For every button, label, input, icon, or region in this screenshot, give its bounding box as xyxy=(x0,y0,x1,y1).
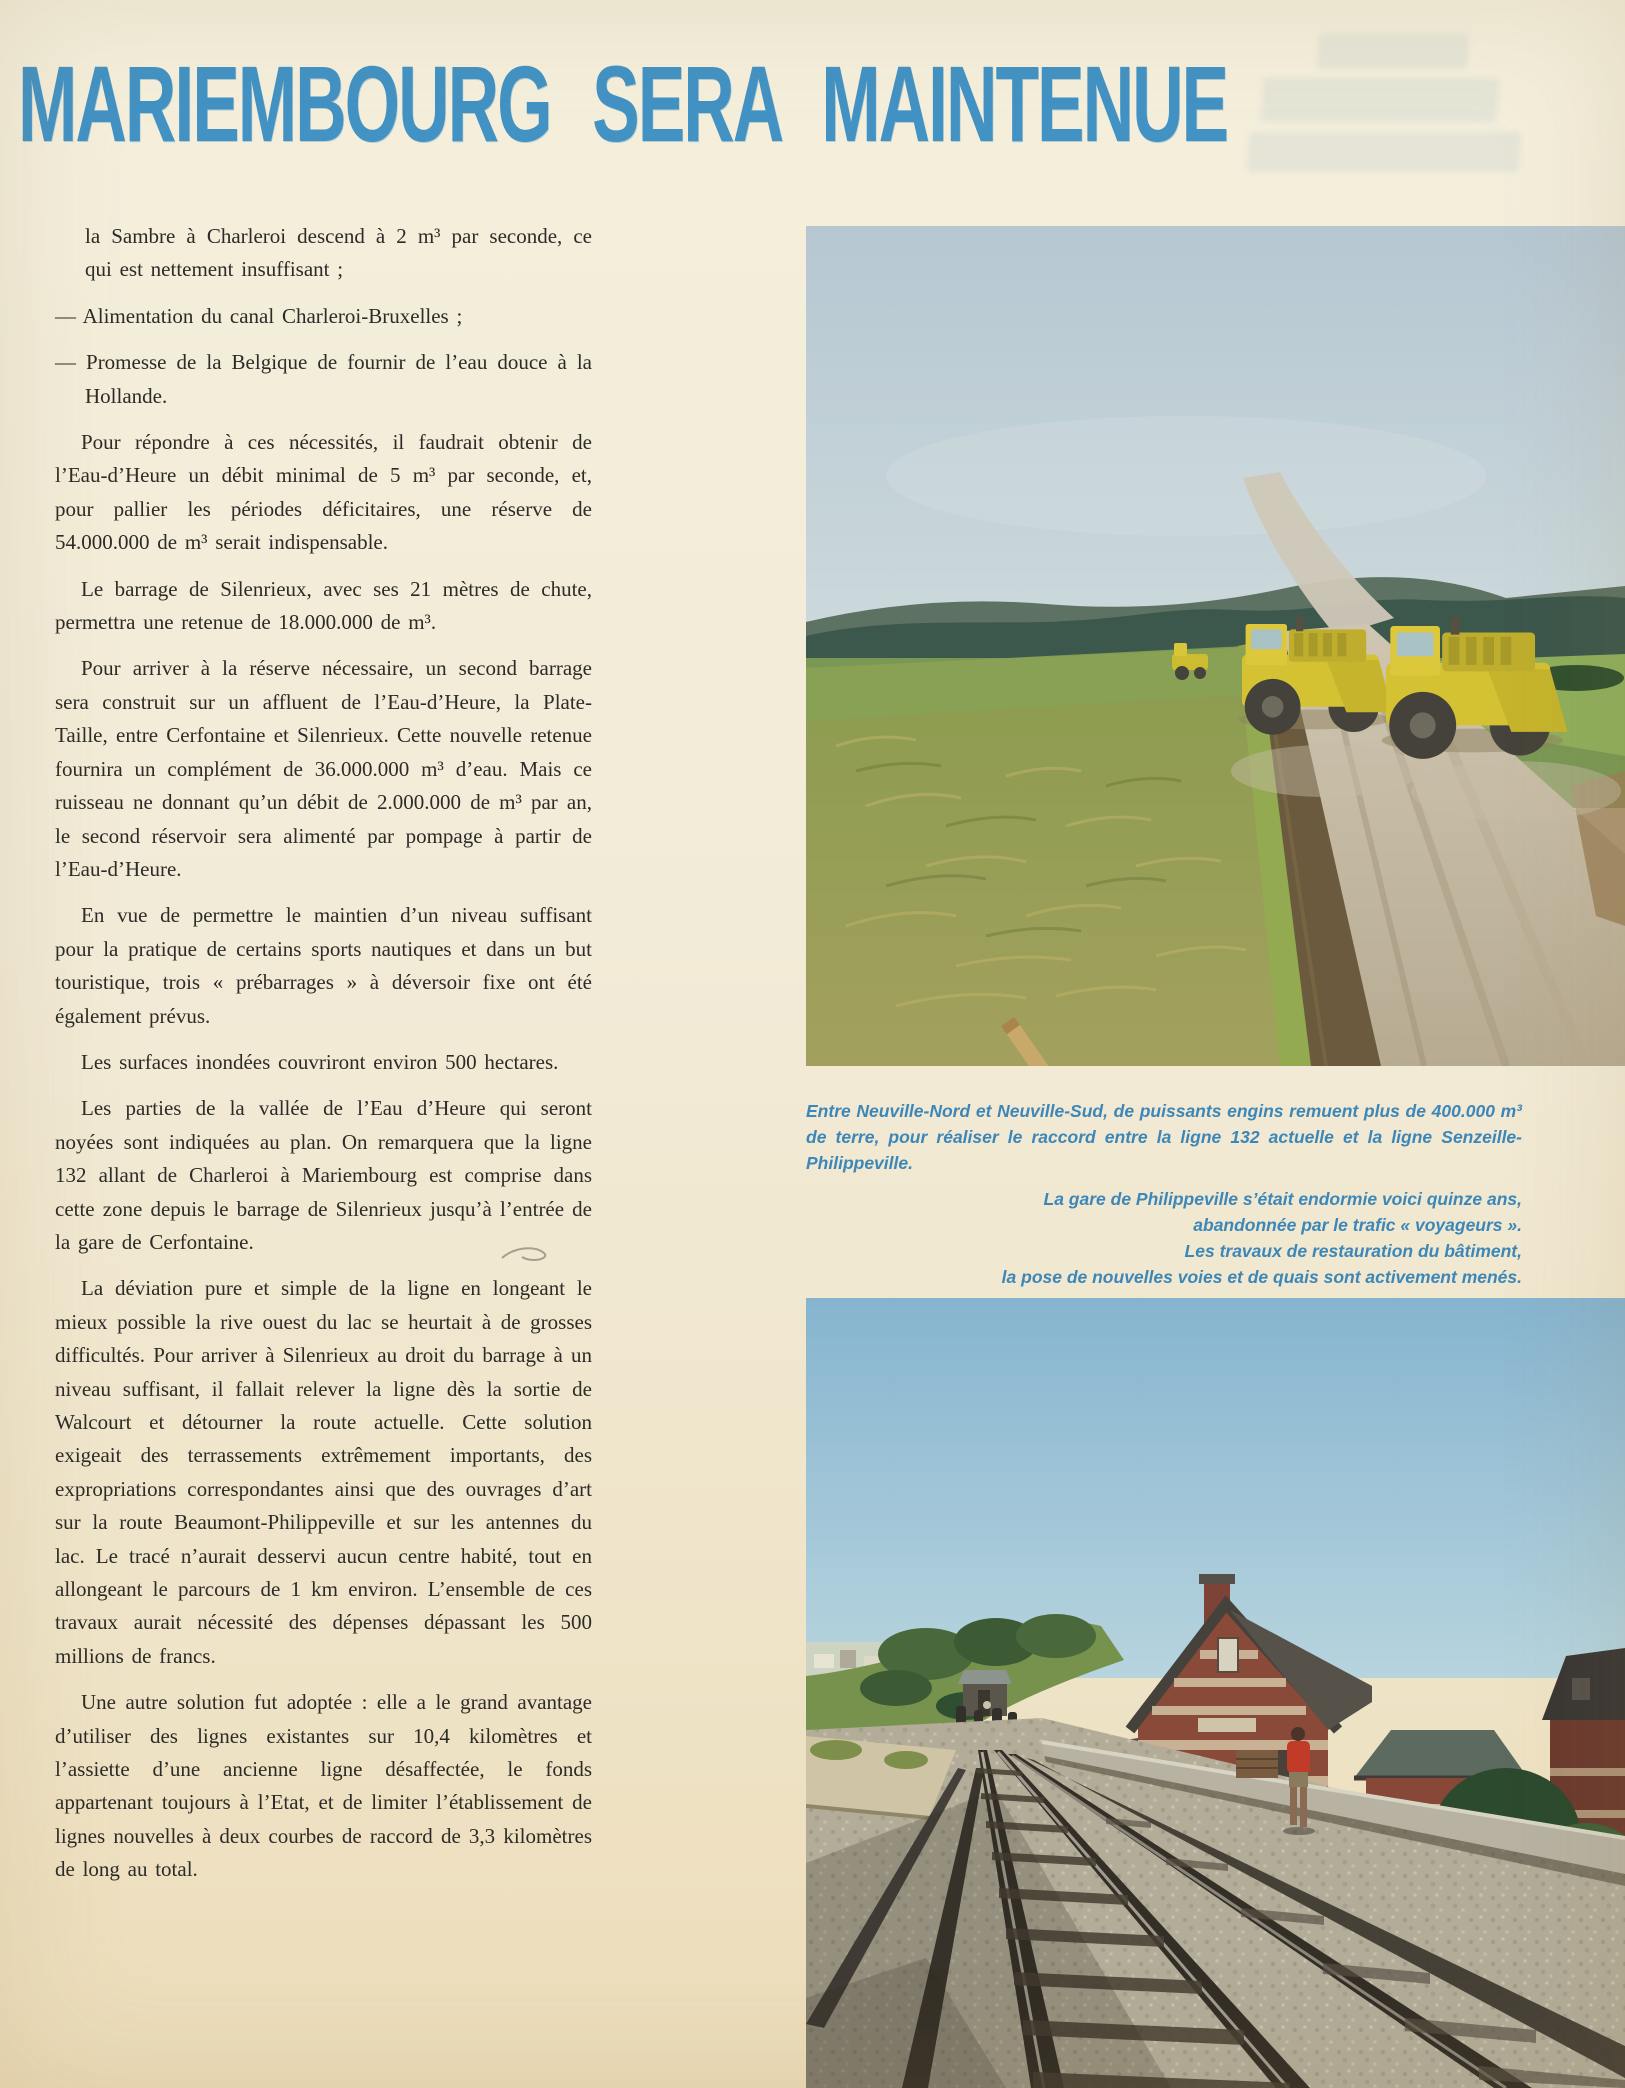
article-paragraph: Pour répondre à ces nécessités, il faudrait obtenir de l’Eau-d’Heure un débit minimal de 5 m³ par seconde, et, pour pallier les périodes déficitaires, une réserve de 54.000.000 de m³ serait indispensable. xyxy=(55,430,592,555)
list-item: — Promesse de la Belgique de fournir de l’eau douce à la Hollande. xyxy=(55,350,592,408)
article-paragraph: La déviation pure et simple de la ligne en longeant le mieux possible la rive ouest du lac se heurtait à de grosses difficultés. Pour arriver à Silenrieux au droit du barrage à un niveau suffisant, il fallait relever la ligne dès la sortie de Walcourt et détourner la route actuelle. Cette solution exigeait des terrassements extrêmement importants, des expropriations correspondantes ainsi que des ouvrages d’art sur la route Beaumont-Philippeville et sur les antennes du lac. Le tracé n’aurait desservi aucun centre habité, tout en allongeant le parcours de 1 km environ. L’ensemble de ces travaux aurait nécessité des dépenses dépassant les 500 millions de francs. xyxy=(55,1276,592,1668)
showthrough-ghost xyxy=(1247,132,1522,172)
article-text-column xyxy=(55,220,592,1900)
station-photo-illustration xyxy=(806,1298,1625,2088)
list-item-continuation: la Sambre à Charleroi descend à 2 m³ par seconde, ce qui est nettement insuffisant ; xyxy=(85,224,592,282)
figure-caption: Entre Neuville-Nord et Neuville-Sud, de puissants engins remuent plus de 400.000 m³ de terre, pour réaliser le raccord entre la ligne 132 actuelle et la ligne Senzeille-Philippeville. xyxy=(806,1100,1522,1173)
article-paragraph: Les parties de la vallée de l’Eau d’Heure qui seront noyées sont indiquées au plan. On remarquera que la ligne 132 allant de Charleroi à Mariembourg est comprise dans cette zone depuis le barrage de Silenrieux jusqu’à l’entrée de la gare de Cerfontaine. xyxy=(55,1096,592,1254)
list-item: — Alimentation du canal Charleroi-Bruxelles ; xyxy=(55,303,463,328)
caption-line: La gare de Philippeville s’était endormie voici quinze ans, xyxy=(1043,1189,1522,1209)
caption-line: la pose de nouvelles voies et de quais sont activement menés. xyxy=(1001,1267,1522,1287)
page-title: MARIEMBOURG SERA MAINTENUE xyxy=(18,43,1228,164)
article-paragraph: Le barrage de Silenrieux, avec ses 21 mètres de chute, permettra une retenue de 18.000.000 de m³. xyxy=(55,576,592,635)
dust-cloud xyxy=(1411,761,1621,821)
article-paragraph: Pour arriver à la réserve nécessaire, un second barrage sera construit sur un affluent de l’Eau-d’Heure, la Plate-Taille, entre Cerfontaine et Silenrieux. Cette nouvelle retenue fournira un complément de 36.000.000 m³ d’eau. Mais ce ruisseau ne donnant qu’un débit de 2.000.000 de m³ par an, le second réservoir sera alimenté par pompage à partir de l’Eau-d’Heure. xyxy=(55,656,592,881)
article-paragraph: Une autre solution fut adoptée : elle a le grand avantage d’utiliser des lignes existantes sur 10,4 kilomètres et l’assiette d’une ancienne ligne désaffectée, le fonds appartenant toujours à l’Etat, et de limiter l’établissement de lignes nouvelles à deux courbes de raccord de 3,3 kilomètres de long au total. xyxy=(55,1690,592,1882)
sleeper-stack xyxy=(1236,1750,1278,1778)
article-paragraph: En vue de permettre le maintien d’un niveau suffisant pour la pratique de certains sports nautiques et dans un but touristique, trois « prébarrages » à déversoir fixe ont été également prévus. xyxy=(55,903,592,1028)
lineside-hut xyxy=(958,1670,1012,1716)
article-paragraph: Les surfaces inondées couvriront environ 500 hectares. xyxy=(81,1049,559,1074)
stray-pen-mark xyxy=(498,1242,562,1266)
earthworks-photo xyxy=(806,226,1625,1066)
caption-line: abandonnée par le trafic « voyageurs ». xyxy=(1193,1215,1522,1235)
showthrough-ghost xyxy=(1317,34,1469,68)
dust-cloud xyxy=(1231,745,1421,797)
earthworks-photo-illustration xyxy=(806,226,1625,1066)
station-photo xyxy=(806,1298,1625,2088)
showthrough-ghost xyxy=(1260,78,1499,122)
caption-line: Les travaux de restauration du bâtiment, xyxy=(1184,1241,1522,1261)
figure-caption xyxy=(880,1186,1522,1290)
